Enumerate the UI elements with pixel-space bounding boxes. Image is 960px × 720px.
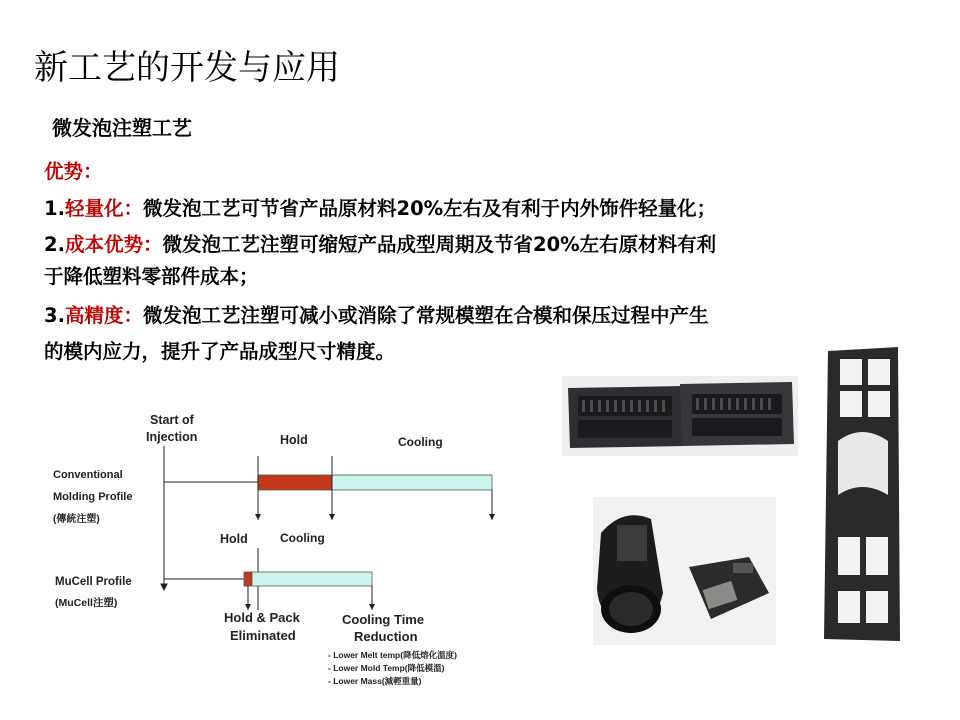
conventional-hold-bar	[258, 475, 332, 490]
cooling-time-label-2: Reduction	[354, 629, 418, 644]
start-label-1: Start of	[150, 413, 194, 427]
panel-photo	[818, 345, 903, 645]
hold-label: Hold	[280, 433, 308, 447]
point-number: 3.	[44, 304, 65, 327]
slide-subtitle: 微发泡注塑工艺	[52, 116, 192, 140]
cooling-time-label-1: Cooling Time	[342, 612, 425, 627]
panel-image	[818, 345, 903, 645]
start-label-2: Injection	[146, 430, 198, 444]
mucell-cooling-label: Cooling	[280, 531, 325, 545]
sensor-photo	[593, 497, 776, 645]
point-2-continued: 于降低塑料零部件成本；	[44, 265, 259, 288]
point-text: 微发泡工艺可节省产品原材料20%左右及有利于内外饰件轻量化；	[143, 197, 717, 220]
bullet-melt-temp: - Lower Melt temp(降低熔化溫度)	[328, 650, 457, 660]
conventional-label-1: Conventional	[53, 469, 123, 481]
connector-photo	[562, 376, 798, 456]
point-label: 成本优势：	[64, 233, 163, 256]
bullet-mold-temp: - Lower Mold Temp(降低模溫)	[328, 663, 445, 673]
hold-pack-label-1: Hold & Pack	[224, 610, 300, 625]
conventional-label-2: Molding Profile	[53, 491, 133, 503]
conventional-label-3: (傳統注塑)	[53, 514, 100, 525]
point-number: 2.	[44, 233, 65, 256]
connector-image	[562, 376, 798, 456]
cooling-label: Cooling	[398, 435, 443, 449]
point-1	[44, 197, 716, 221]
mucell-label-1: MuCell Profile	[55, 576, 132, 588]
point-text: 微发泡工艺注塑可减小或消除了常规模塑在合模和保压过程中产生	[143, 304, 709, 327]
mucell-hold-label: Hold	[220, 532, 248, 546]
point-2	[44, 233, 716, 257]
advantages-heading: 优势：	[44, 160, 103, 183]
hold-pack-label-2: Eliminated	[230, 628, 296, 643]
point-label: 高精度：	[64, 304, 143, 327]
bullet-mass: - Lower Mass(減輕重量)	[328, 676, 422, 686]
point-3-continued: 的模内应力，提升了产品成型尺寸精度。	[44, 340, 396, 363]
mucell-label-2: (MuCell注塑)	[55, 597, 118, 609]
start-arrow	[161, 584, 167, 590]
sensor-image	[593, 497, 776, 645]
slide-title: 新工艺的开发与应用	[34, 48, 340, 88]
mucell-cooling-bar	[252, 572, 372, 586]
molding-profile-diagram	[44, 400, 514, 700]
conventional-end-arrow	[489, 514, 495, 520]
cooling-reduction-arrow	[369, 604, 375, 610]
hold-start-arrow	[255, 514, 261, 520]
point-label: 轻量化：	[64, 197, 143, 220]
point-3	[44, 304, 709, 328]
point-text: 微发泡工艺注塑可缩短产品成型周期及节省20%左右原材料有利	[162, 233, 717, 256]
point-number: 1.	[44, 197, 65, 220]
cooling-start-arrow	[329, 514, 335, 520]
mucell-hold-bar	[244, 572, 252, 586]
conventional-cooling-bar	[332, 475, 492, 490]
